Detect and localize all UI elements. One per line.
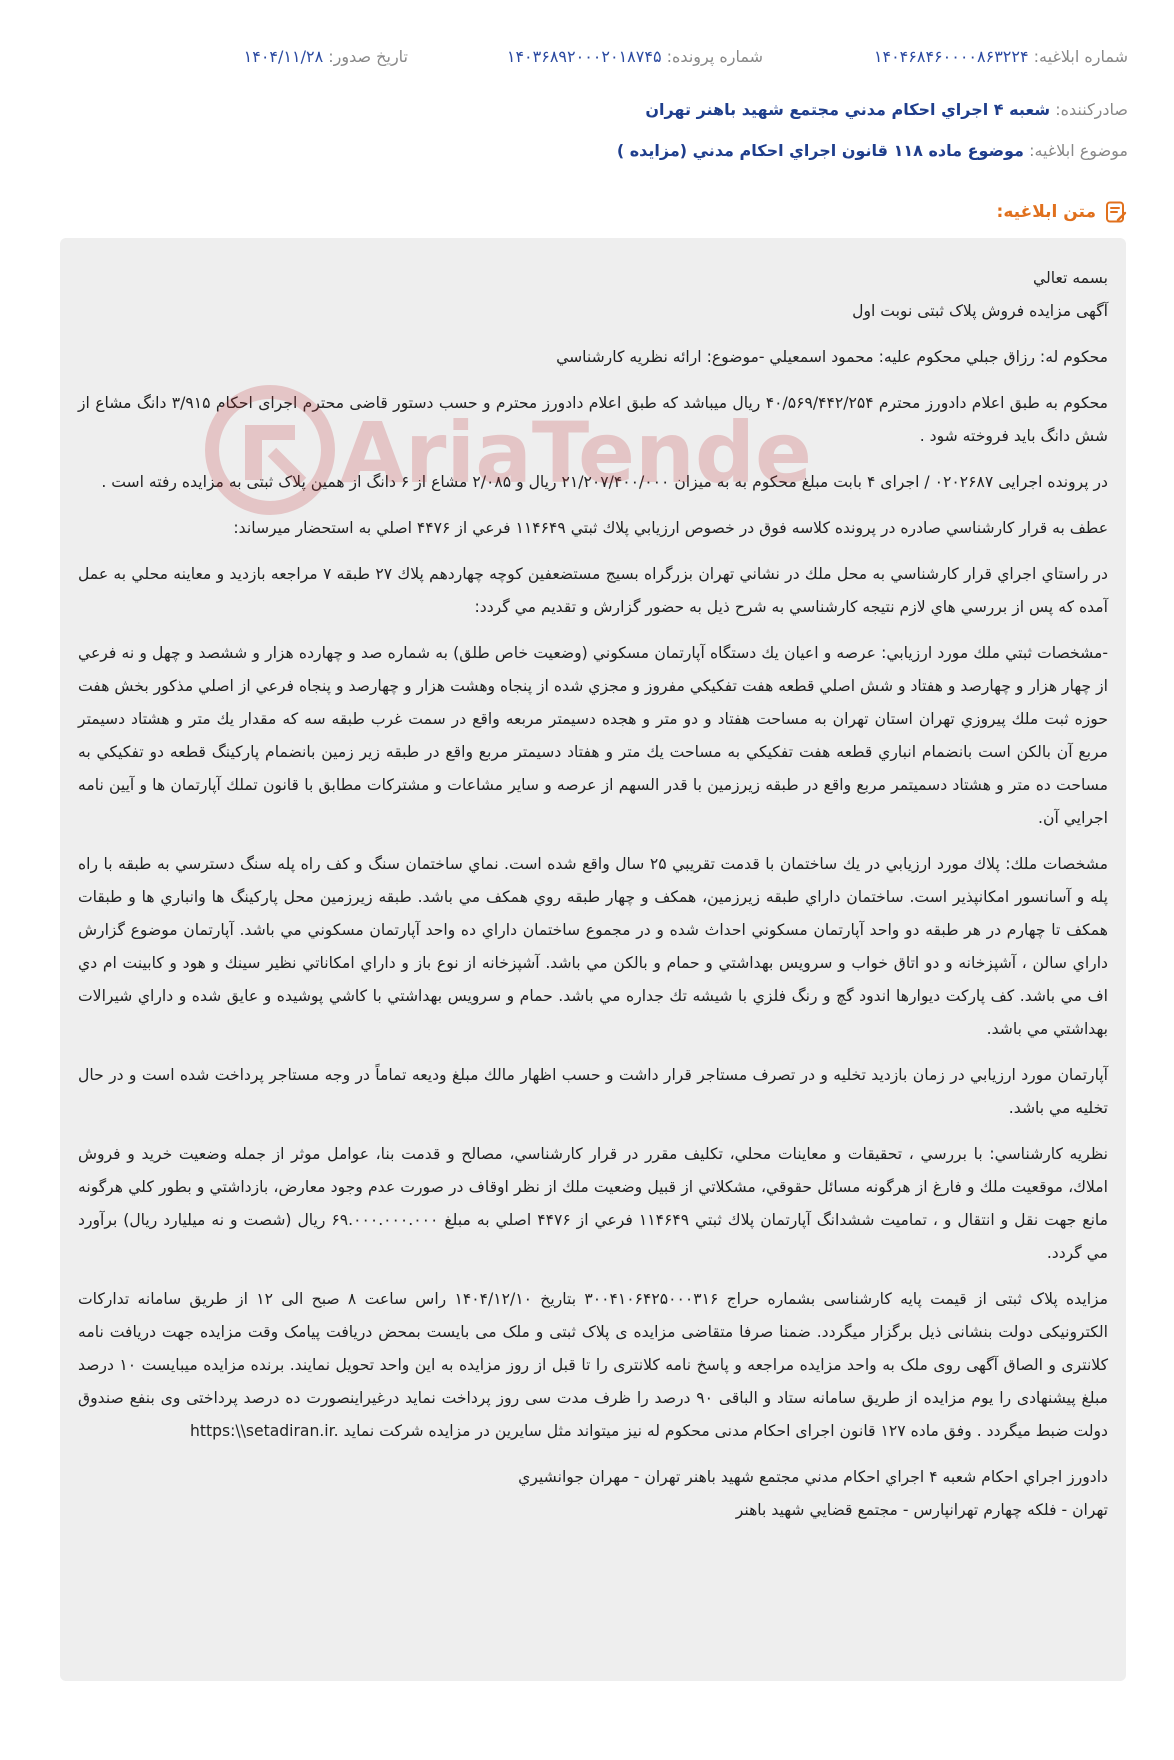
body-paragraph: مشخصات ملك: پلاك مورد ارزيابي در يك ساختمان با قدمت تقريبي ۲۵ سال واقع شده است. نماي ساختمان سنگ و كف راه پله سنگ دسترسي به طبقه با راه پله و آسانسور امكانپذير است. ساختمان داراي طبقه زيرزمين، همكف و چهار طبقه روي همكف مي باشد. طبقه زيرزمين محل پاركينگ ها وانباري ها و طبقات همكف تا چهارم در هر طبقه دو واحد آپارتمان مسكوني احداث شده و در مجموع ساختمان داراي ده واحد آپارتمان مسكوني مي باشد. آپارتمان موضوع گزارش داراي سالن ، آشپزخانه و دو اتاق خواب و سرويس بهداشتي و حمام و بالكن مي باشد. آشپزخانه از نوع باز و داراي امكاناتي نظير سينك و هود و كابينت ام دي اف مي باشد. كف پاركت ديوارها اندود گچ و رنگ فلزي با شيشه تك جداره مي باشد. حمام و سرويس بهداشتي با كاشي پوشيده و عايق شده و داراي شيرالات بهداشتي مي باشد.: [78, 855, 1108, 1038]
auction-text: مزایده پلاک ثبتی از قیمت پایه کارشناسی بشماره حراج ۳۰۰۴۱۰۶۴۲۵۰۰۰۳۱۶ بتاریخ ۱۴۰۴/۱۲/۱۰ راس ساعت ۸ صبح الی ۱۲ از طریق سامانه تدارکات الکترونیکی دولت بنشانی ذیل برگزار میگردد. ضمنا صرفا متقاضی مزایده ی پلاک ثبتی و ملک می بایست بمحض دریافت پیامک وقت مزایده جهت دریافت نامه کلانتری و الصاق آگهی روی ملک به واحد مزایده مراجعه و پاسخ نامه کلانتری را تا قبل از روز مزایده به این واحد تحویل نمایند. برنده مزایده میبایست ۱۰ درصد مبلغ پیشنهادی را یوم مزایده از طریق سامانه ستاد و الباقی ۹۰ درصد را ظرف مدت سی روز پرداخت نماید درغیراینصورت ده درصد پرداختی وی بنفع صندوق دولت ضبط میگردد . وفق ماده ۱۲۷ قانون اجرای احکام مدنی محکوم له نیز میتواند مثل سایرین در مزایده شرکت نماید: [78, 1290, 1109, 1440]
body-paragraph: دادورز اجراي احكام شعبه ۴ اجراي احكام مدني مجتمع شهيد باهنر تهران - مهران جوانشيري: [518, 1468, 1108, 1486]
body-paragraph: آگهی مزایده فروش پلاک ثبتی نوبت اول: [852, 302, 1108, 320]
issuer-value: شعبه ۴ اجراي احكام مدني مجتمع شهيد باهنر تهران: [645, 100, 1051, 119]
issue-date: [244, 47, 408, 66]
subject-value: موضوع ماده ۱۱۸ قانون اجراي احكام مدني (مزايده ): [616, 141, 1024, 160]
subject-row: [46, 141, 1128, 160]
issue-date-value: ۱۴۰۴/۱۱/۲۸: [243, 46, 324, 66]
watermark-text: AriaTende: [340, 404, 810, 502]
issuer-row: [46, 100, 1128, 119]
body-paragraph: [78, 1283, 1108, 1448]
body-paragraph: نظريه كارشناسي: با بررسي ، تحقيقات و معاينات محلي، تكليف مقرر در قرار كارشناسي، مصالح و قدمت بنا، عوامل موثر از جمله وضعيت خريد و فروش املاك، موقعيت ملك و فارغ از هرگونه مسائل حقوقي، مشكلاتي از قبيل وضعيت ملك از نظر اوقاف در صورت عدم وجود معارض، بازداشتي و بطور كلي هرگونه مانع جهت نقل و انتقال و ، تماميت ششدانگ آپارتمان پلاك ثبتي ۱۱۴۶۴۹ فرعي از ۴۴۷۶ اصلي به مبلغ ۶۹.۰۰۰.۰۰۰.۰۰۰ ريال (شصت و نه ميليارد ريال) برآورد مي گردد.: [78, 1145, 1109, 1262]
notice-body: [60, 238, 1126, 1681]
issue-date-label: تاریخ صدور:: [328, 46, 408, 66]
notice-number-label: شماره ابلاغيه:: [1033, 46, 1128, 66]
body-paragraph: در پرونده اجرایی ۰۲۰۲۶۸۷ / اجرای ۴ بابت مبلغ محکوم به به میزان ۲۱/۲۰۷/۴۰۰/۰۰۰ ریال و ۲/۰۸۵ مشاع از ۶ دانگ از همین پلاک ثبتی به مزایده رفته است .: [101, 473, 1108, 491]
body-paragraph: آپارتمان مورد ارزيابي در زمان بازديد تخليه و در تصرف مستاجر قرار داشت و حسب اظهار مالك مبلغ وديعه تماماً در وجه مستاجر پرداخت شده است و در حال تخليه مي باشد.: [78, 1066, 1108, 1117]
body-paragraph: محکوم به طبق اعلام دادورز محترم ۴۰/۵۶۹/۴۴۲/۲۵۴ ریال میباشد که طبق اعلام دادورز محترم و حسب دستور قاضی محترم اجرای احکام ۳/۹۱۵ دانگ مشاع از شش دانگ باید فروخته شود .: [78, 394, 1108, 445]
body-paragraph: در راستاي اجراي قرار كارشناسي به محل ملك در نشاني تهران بزرگراه بسيج مستضعفين كوچه چهاردهم پلاك ۲۷ طبقه ۷ مراجعه بازديد و معاينه محلي به عمل آمده كه پس از بررسي هاي لازم نتيجه كارشناسي به شرح ذيل به حضور گزارش و تقديم مي گردد:: [78, 565, 1108, 616]
body-paragraph: محكوم له: رزاق جبلي محكوم عليه: محمود اسمعيلي -موضوع: ارائه نظريه كارشناسي: [556, 348, 1108, 366]
document-icon: [1104, 200, 1128, 224]
section-title: متن ابلاغیه:: [996, 202, 1096, 222]
subject-label: موضوع ابلاغیه:: [1029, 141, 1128, 160]
body-paragraph: عطف به قرار كارشناسي صادره در پرونده كلاسه فوق در خصوص ارزيابي پلاك ثبتي ۱۱۴۶۴۹ فرعي از ۴۴۷۶ اصلي به استحضار ميرساند:: [233, 519, 1108, 537]
notice-number-value: ۱۴۰۴۶۸۴۶۰۰۰۰۸۶۳۲۲۴: [873, 46, 1029, 66]
issuer-label: صادرکننده:: [1055, 100, 1128, 119]
body-paragraph: بسمه تعالي: [1033, 269, 1108, 287]
section-heading: [997, 200, 1128, 224]
case-number-label: شماره پرونده:: [666, 46, 763, 66]
body-paragraph: تهران - فلكه چهارم تهرانپارس - مجتمع قضايي شهيد باهنر: [735, 1501, 1108, 1519]
case-number-value: ۱۴۰۳۶۸۹۲۰۰۰۲۰۱۸۷۴۵: [506, 46, 662, 66]
setadiran-link[interactable]: https:\\setadiran.ir.: [189, 1422, 339, 1440]
body-paragraph: -مشخصات ثبتي ملك مورد ارزيابي: عرصه و اعيان يك دستگاه آپارتمان مسكوني (وضعيت خاص طلق) به شماره صد و چهارده هزار و ششصد و چهل و نه فرعي از چهار هزار و چهارصد و هفتاد و شش اصلي قطعه هفت تفكيكي مفروز و مجزي شده از پنجاه وهشت هزار و چهارصد و پنجاه فرعي از اصلي مذكور بخش هفت حوزه ثبت ملك پيروزي تهران استان تهران به مساحت هفتاد و دو متر و هجده دسيمتر مربعه واقع در سمت غرب طبقه سه كه مقدار يك متر و هشتاد دسيمتر مربع آن بالكن است بانضمام انباري قطعه هفت تفكيكي به مساحت يك متر و هفتاد دسيمتر مربع واقع در طبقه زير زمين بانضمام پاركينگ قطعه دو تفكيكي به مساحت ده متر و هشتاد دسميتمر مربع واقع در طبقه زيرزمين با قدر السهم از عرصه و ساير مشاعات و مشتركات مطابق با قانون تملك آپارتمان ها و آيين نامه اجرايي آن.: [78, 644, 1108, 827]
notice-number: [874, 47, 1128, 66]
case-number: [507, 47, 763, 66]
